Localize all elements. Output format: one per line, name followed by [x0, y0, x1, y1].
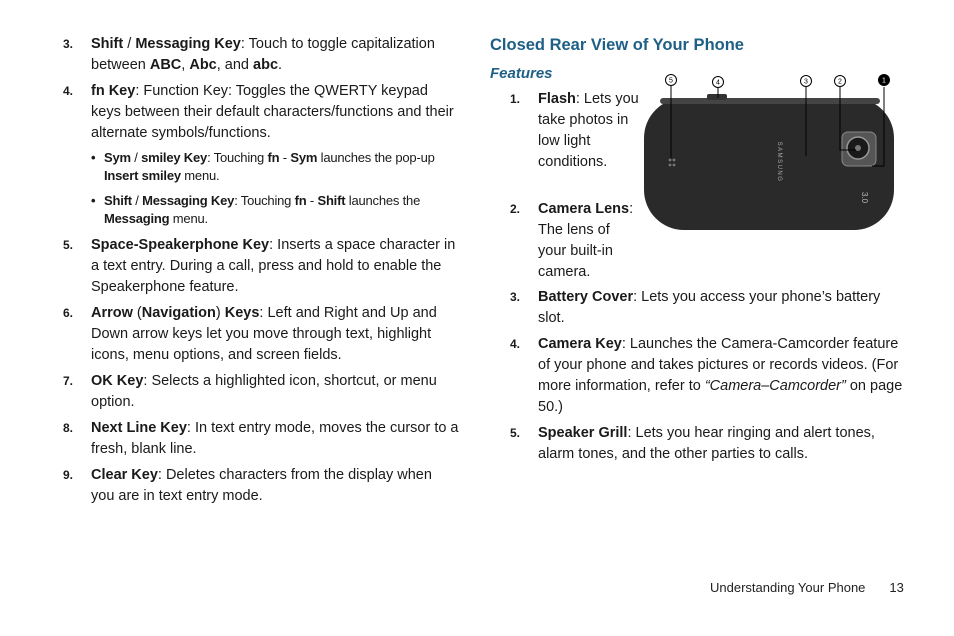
callout-1: 1 [882, 77, 886, 85]
list-item [63, 303, 459, 366]
list-item [510, 287, 910, 470]
description: : Function Key: Toggles the QWERTY keypad keys between their default characters/functions and their alternate symbols/functions. [91, 83, 454, 141]
item-body [91, 465, 459, 507]
key-name: Space-Speakerphone Key [91, 237, 270, 253]
section-heading: Closed Rear View of Your Phone [490, 36, 744, 54]
description: : The lens of your built-in camera. [538, 201, 634, 280]
key-name: Keys [224, 305, 260, 321]
description: : Deletes characters from the display when you are in text entry mode. [91, 467, 432, 504]
text: menu. [180, 168, 220, 183]
menu-name: Messaging [104, 211, 170, 226]
sub-bullet [91, 149, 459, 185]
text: launches the [345, 193, 421, 208]
key-name: Sym [104, 150, 131, 165]
item-body [538, 423, 910, 465]
list-item-row [510, 334, 910, 418]
text: : Touching [234, 193, 295, 208]
item-number: 2. [510, 202, 521, 216]
key-name: Messaging Key [142, 193, 235, 208]
sub-body [104, 149, 459, 185]
item-body [538, 334, 910, 418]
separator: / [130, 150, 142, 165]
key-name: Shift [317, 193, 346, 208]
text: : Touching [207, 150, 268, 165]
mode: Abc [189, 57, 217, 73]
separator: / [131, 193, 143, 208]
description: : Launches the Camera-Camcorder feature of your phone and takes pictures or records videos. (For more information, refer to [538, 336, 899, 394]
bullet: • [91, 193, 96, 208]
phone-rear-illustration [640, 70, 900, 240]
section-subheading: Features [490, 65, 553, 82]
description: : Lets you access your phone’s battery slot. [538, 289, 881, 326]
separator: . [278, 57, 283, 73]
item-number: 8. [63, 421, 74, 435]
page-number: 13 [889, 580, 904, 595]
item-body [538, 89, 640, 173]
item-body [91, 34, 459, 76]
key-name: fn [294, 193, 307, 208]
description: : Inserts a space character in a text entry. During a call, press and hold to enable the Speakerphone feature. [91, 237, 456, 295]
page-footer [710, 580, 904, 595]
brand-logo: SAMSUNG [776, 141, 782, 183]
item-body [91, 418, 459, 460]
list-item-row [510, 423, 910, 465]
list-item [63, 235, 459, 298]
sub-body [104, 192, 459, 228]
list-item [63, 465, 459, 507]
item-number: 4. [63, 84, 74, 98]
description: : Touch to toggle capitalization between [91, 36, 435, 73]
item-body [538, 287, 910, 329]
feature-name: Camera Key [538, 336, 622, 352]
description: : Lets you take photos in low light conditions. [538, 91, 639, 170]
list-item [63, 34, 459, 76]
footer-section: Understanding Your Phone [710, 580, 866, 595]
callout-4: 4 [716, 79, 720, 87]
item-number: 4. [510, 337, 521, 351]
key-name: Shift [91, 36, 124, 52]
callout-markers [666, 75, 890, 88]
key-name: OK Key [91, 373, 144, 389]
item-number: 7. [63, 374, 74, 388]
camera-key [707, 94, 727, 100]
description: on page 50.) [538, 378, 903, 415]
mode: ABC [149, 57, 182, 73]
description: : Selects a highlighted icon, shortcut, or menu option. [91, 373, 437, 410]
item-body [91, 303, 459, 366]
megapixel-label: 3.0 [860, 192, 869, 204]
separator: - [279, 150, 291, 165]
item-body [91, 371, 459, 413]
list-item-row [510, 287, 910, 329]
key-name: fn Key [91, 83, 136, 99]
list-item [510, 89, 640, 178]
menu-name: Insert smiley [104, 168, 181, 183]
item-number: 5. [510, 426, 521, 440]
item-body [538, 199, 640, 283]
description: : Lets you hear ringing and alert tones, alarm tones, and the other parties to calls. [538, 425, 875, 462]
list-item [63, 371, 459, 413]
item-number: 5. [63, 238, 74, 252]
bullet: • [91, 150, 96, 165]
key-name: Messaging Key [135, 36, 241, 52]
phone-top-edge [660, 98, 880, 104]
item-number: 3. [63, 37, 74, 51]
list-item [63, 418, 459, 460]
list-item-row [510, 199, 640, 283]
text: menu. [169, 211, 208, 226]
callout-5: 5 [669, 77, 673, 85]
feature-name: Battery Cover [538, 289, 634, 305]
separator: / [123, 36, 136, 52]
key-name: Shift [104, 193, 132, 208]
separator: , and [216, 57, 254, 73]
key-name: smiley Key [141, 150, 208, 165]
list-item [510, 199, 640, 288]
sub-bullet [91, 192, 459, 228]
list-item [63, 81, 459, 144]
key-name: Next Line Key [91, 420, 187, 436]
separator: , [181, 57, 190, 73]
item-number: 6. [63, 306, 74, 320]
key-name: Arrow [91, 305, 133, 321]
text: launches the pop-up [317, 150, 435, 165]
feature-name: Speaker Grill [538, 425, 628, 441]
feature-name: Camera Lens [538, 201, 630, 217]
mode: abc [253, 57, 279, 73]
list-item-row [510, 89, 640, 173]
callout-3: 3 [804, 78, 808, 86]
key-name: Navigation [141, 305, 216, 321]
separator: ) [215, 305, 225, 321]
description: : Left and Right and Up and Down arrow keys let you move through text, highlight icons, menu options, and screen fields. [91, 305, 437, 363]
key-name: Clear Key [91, 467, 158, 483]
key-name: Sym [290, 150, 318, 165]
left-column [63, 34, 459, 512]
item-number: 9. [63, 468, 74, 482]
cross-reference: “Camera–Camcorder” [704, 378, 846, 394]
feature-name: Flash [538, 91, 576, 107]
separator: - [306, 193, 318, 208]
item-number: 1. [510, 92, 521, 106]
item-number: 3. [510, 290, 521, 304]
key-name: fn [267, 150, 280, 165]
separator: ( [132, 305, 142, 321]
item-body [91, 235, 459, 298]
description: : In text entry mode, moves the cursor to a fresh, blank line. [91, 420, 459, 457]
item-body [91, 81, 459, 144]
callout-2: 2 [838, 78, 842, 86]
